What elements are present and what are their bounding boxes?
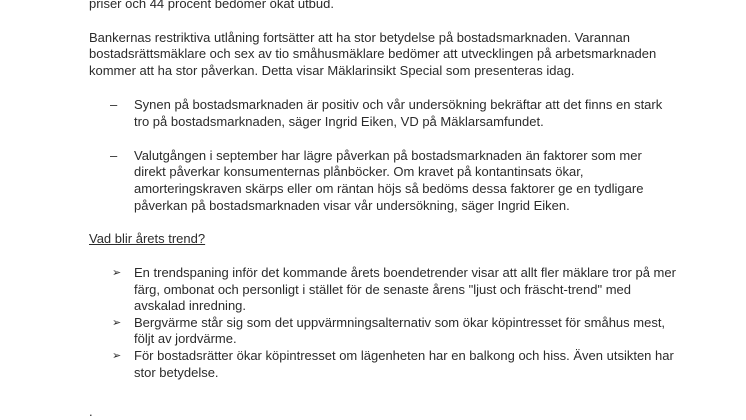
trailing-mark: . [89, 404, 93, 419]
bullet-line: stor betydelse. [134, 365, 219, 380]
quote-line: tro på bostadsmarknaden, säger Ingrid Eiken, VD på Mäklarsamfundet. [134, 114, 544, 129]
quote-line: Synen på bostadsmarknaden är positiv och vår undersökning bekräftar att det finns en stark [134, 97, 663, 112]
quote-line: påverkan på bostadsmarknaden visar vår undersökning, säger Ingrid Eiken. [134, 198, 570, 213]
arrow-bullet-icon: ➢ [112, 267, 122, 279]
arrow-bullet-icon: ➢ [112, 317, 122, 329]
quote-line: amorteringskraven skärps eller om räntan höjs så bedöms dessa faktorer ge en tydligare [134, 181, 644, 196]
bullet-line: En trendspaning inför det kommande årets boendetrender visar att allt fler mäklare tror på mer [134, 265, 676, 280]
bullet-line: För bostadsrätter ökar köpintresset om lägenheten har en balkong och hiss. Även utsikten har [134, 348, 674, 363]
bullet-line: färg, ombonat och personligt i stället för de senaste årens "ljust och fräscht-trend" med [134, 282, 631, 297]
dash-marker: – [110, 97, 118, 112]
section-heading-trend: Vad blir årets trend? [89, 231, 206, 246]
bullet-line: följt av jordvärme. [134, 331, 237, 346]
paragraph-line: bostadsrättsmäklare och sex av tio småhusmäklare bedömer att utvecklingen på arbetsmarknaden [89, 46, 657, 61]
paragraph-line: kommer att ha stor påverkan. Detta visar Mäklarinsikt Special som presenteras idag. [89, 63, 575, 78]
dash-marker: – [110, 148, 118, 163]
intro-tail-text: priser och 44 procent bedömer ökat utbud. [89, 0, 334, 11]
paragraph-line: Bankernas restriktiva utlåning fortsätter att ha stor betydelse på bostadsmarknaden. Varannan [89, 30, 631, 45]
quote-line: direkt påverkar konsumenternas plånböcker. Om kravet på kontantinsats ökar, [134, 164, 584, 179]
arrow-bullet-icon: ➢ [112, 350, 122, 362]
quote-line: Valutgången i september har lägre påverkan på bostadsmarknaden än faktorer som mer [134, 148, 642, 163]
bullet-line: Bergvärme står sig som det uppvärmningsalternativ som ökar köpintresset för småhus mest, [134, 315, 666, 330]
bullet-line: avskalad inredning. [134, 298, 247, 313]
